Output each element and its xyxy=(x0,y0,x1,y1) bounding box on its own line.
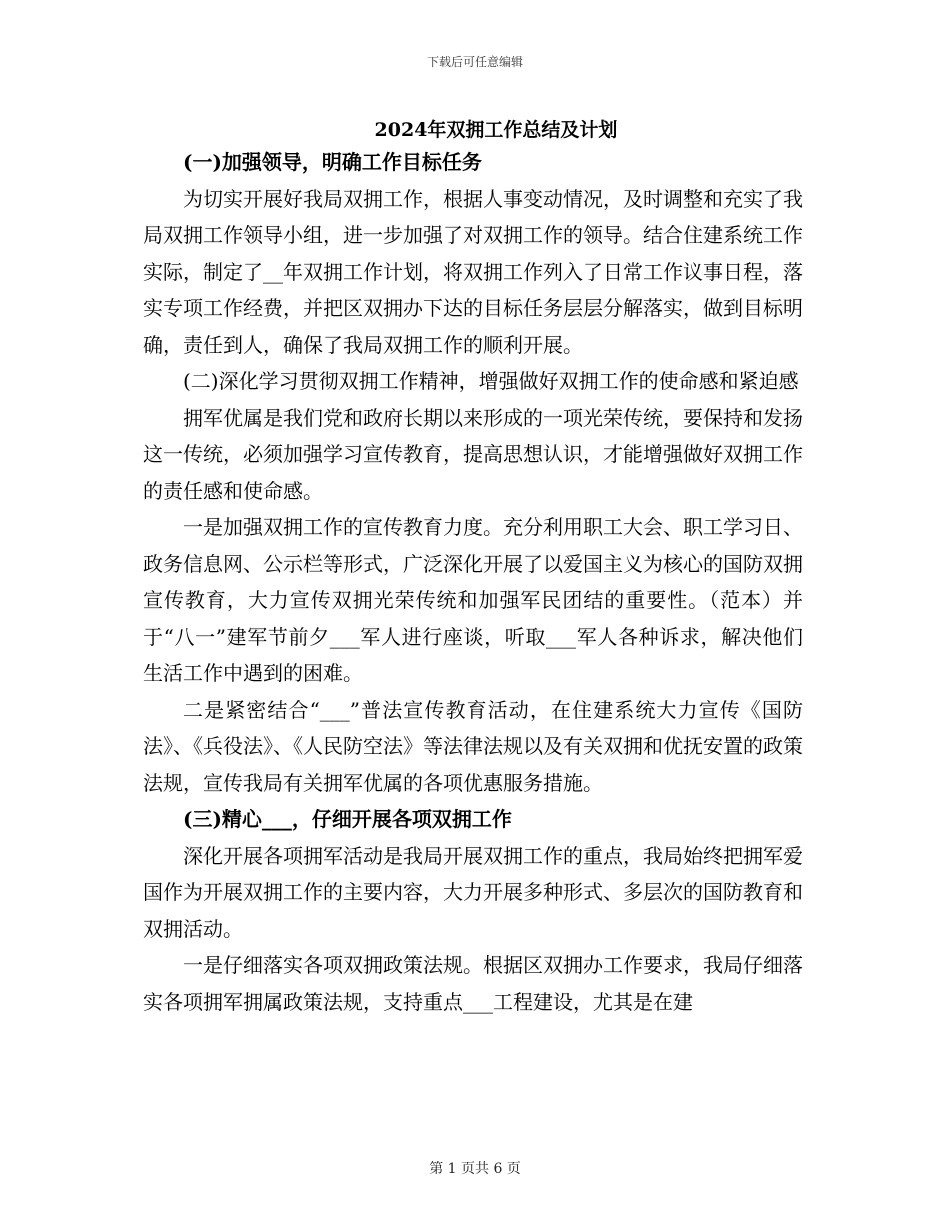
section-heading-3: (三)精心___，仔细开展各项双拥工作 xyxy=(183,807,512,831)
document-title: 2024年双拥工作总结及计划 xyxy=(374,119,618,141)
paragraph-2: 拥军优属是我们党和政府长期以来形成的一项光荣传统，要保持和发扬这一传统，必须加强学习宣传教育，提高思想认识，才能增强做好双拥工作的责任感和使命感。 xyxy=(143,405,803,503)
section-heading-1: (一)加强领导，明确工作目标任务 xyxy=(183,150,482,174)
paragraph-5: 深化开展各项拥军活动是我局开展双拥工作的重点，我局始终把拥军爱国作为开展双拥工作的主要内容，大力开展多种形式、多层次的国防教育和双拥活动。 xyxy=(143,843,803,941)
section-heading-2: (二)深化学习贯彻双拥工作精神，增强做好双拥工作的使命感和紧迫感 xyxy=(183,369,799,393)
page-header-note: 下载后可任意编辑 xyxy=(426,55,523,69)
document-body xyxy=(143,144,803,1020)
page-number: 第 1 页共 6 页 xyxy=(429,1161,521,1177)
paragraph-6: 一是仔细落实各项双拥政策法规。根据区双拥办工作要求，我局仔细落实各项拥军拥属政策法规，支持重点___工程建设，尤其是在建 xyxy=(143,953,803,1014)
paragraph-1: 为切实开展好我局双拥工作，根据人事变动情况，及时调整和充实了我局双拥工作领导小组，进一步加强了对双拥工作的领导。结合住建系统工作实际，制定了__年双拥工作计划，将双拥工作列入了日常工作议事日程，落实专项工作经费，并把区双拥办下达的目标任务层层分解落实，做到目标明确，责任到人，确保了我局双拥工作的顺利开展。 xyxy=(143,186,803,357)
paragraph-4: 二是紧密结合“___”普法宣传教育活动，在住建系统大力宣传《国防法》、《兵役法》、《人民防空法》等法律法规以及有关双拥和优抚安置的政策法规，宣传我局有关拥军优属的各项优惠服务措施。 xyxy=(143,697,803,795)
paragraph-3: 一是加强双拥工作的宣传教育力度。充分利用职工大会、职工学习日、政务信息网、公示栏等形式，广泛深化开展了以爱国主义为核心的国防双拥宣传教育，大力宣传双拥光荣传统和加强军民团结的重要性。（范本）并于“八一”建军节前夕___军人进行座谈，听取___军人各种诉求，解决他们生活工作中遇到的困难。 xyxy=(143,515,803,685)
